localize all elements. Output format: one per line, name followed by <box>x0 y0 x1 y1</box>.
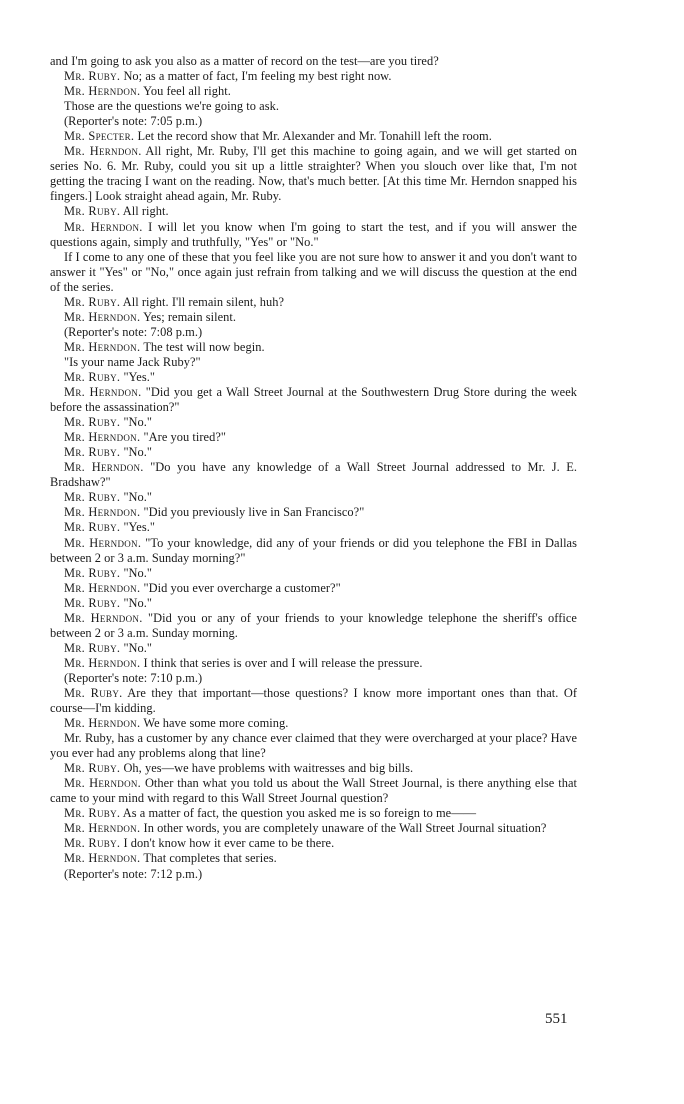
transcript-paragraph <box>50 415 577 430</box>
paragraph-text: "Do you have any knowledge of a Wall Street Journal addressed to Mr. J. E. Bradshaw?" <box>50 460 577 490</box>
paragraph-text: "Is your name Jack Ruby?" <box>64 354 201 369</box>
paragraph-text: All right, Mr. Ruby, I'll get this machine to going again, and we will get started on series No. 6. Mr. Ruby, could you sit up a little straighter? When you slouch over like that, I'm not getting the tracing I want on the reading. Now, that's much better. [At this time Mr. Herndon snapped his fingers.] Look straight ahead again, Mr. Ruby. <box>50 144 577 204</box>
paragraph-text: (Reporter's note: 7:08 p.m.) <box>64 324 203 339</box>
transcript-paragraph <box>50 851 577 866</box>
transcript-paragraph <box>50 716 577 731</box>
speaker-name: Mr. Herndon. <box>64 309 141 324</box>
paragraph-text: "Are you tired?" <box>143 430 227 445</box>
transcript-paragraph <box>50 836 577 851</box>
paragraph-text: I will let you know when I'm going to start the test, and if you will answer the questions again, simply and truthfully, "Yes" or "No." <box>50 219 577 249</box>
speaker-name: Mr. Herndon. <box>64 851 141 866</box>
speaker-name: Mr. Herndon. <box>64 144 142 159</box>
transcript-paragraph <box>50 581 577 596</box>
transcript-paragraph <box>50 731 577 761</box>
speaker-name: Mr. Ruby. <box>64 565 121 580</box>
transcript-paragraph <box>50 611 577 641</box>
transcript-paragraph <box>50 144 577 204</box>
transcript-paragraph <box>50 54 577 69</box>
transcript-paragraph <box>50 385 577 415</box>
speaker-name: Mr. Herndon. <box>64 535 142 550</box>
paragraph-text: Let the record show that Mr. Alexander and Mr. Tonahill left the room. <box>137 129 492 144</box>
paragraph-text: "Yes." <box>123 369 155 384</box>
speaker-name: Mr. Ruby. <box>64 415 121 430</box>
speaker-name: Mr. Herndon. <box>64 430 141 445</box>
paragraph-text: All right. <box>122 204 169 219</box>
transcript-paragraph <box>50 490 577 505</box>
transcript-paragraph <box>50 686 577 716</box>
paragraph-text: "No." <box>123 595 153 610</box>
speaker-name: Mr. Ruby. <box>64 369 121 384</box>
transcript-paragraph <box>50 806 577 821</box>
paragraph-text: "Did you previously live in San Francisco?" <box>143 505 365 520</box>
speaker-name: Mr. Ruby. <box>64 69 121 84</box>
transcript-paragraph <box>50 114 577 129</box>
speaker-name: Mr. Herndon. <box>64 655 141 670</box>
paragraph-text: "Did you or any of your friends to your knowledge telephone the sheriff's office between 2 or 3 a.m. Sunday morning. <box>50 610 577 640</box>
speaker-name: Mr. Herndon. <box>64 716 141 731</box>
paragraph-text: We have some more coming. <box>143 716 289 731</box>
speaker-name: Mr. Herndon. <box>64 339 141 354</box>
paragraph-text: "No." <box>123 490 153 505</box>
speaker-name: Mr. Ruby. <box>64 445 121 460</box>
paragraph-text: I think that series is over and I will release the pressure. <box>143 655 423 670</box>
transcript-paragraph <box>50 761 577 776</box>
speaker-name: Mr. Herndon. <box>64 610 143 625</box>
transcript-paragraph <box>50 445 577 460</box>
transcript-paragraph <box>50 460 577 490</box>
transcript-paragraph <box>50 69 577 84</box>
paragraph-text: "No." <box>123 565 153 580</box>
speaker-name: Mr. Ruby. <box>64 595 121 610</box>
paragraph-text: As a matter of fact, the question you asked me is so foreign to me—— <box>122 806 477 821</box>
paragraph-text: All right. I'll remain silent, huh? <box>122 294 284 309</box>
paragraph-text: (Reporter's note: 7:05 p.m.) <box>64 114 203 129</box>
speaker-name: Mr. Ruby. <box>64 294 121 309</box>
transcript-paragraph <box>50 505 577 520</box>
speaker-name: Mr. Ruby. <box>64 640 121 655</box>
speaker-name: Mr. Ruby. <box>64 204 121 219</box>
paragraph-text: That completes that series. <box>143 851 277 866</box>
paragraph-text: "Yes." <box>123 520 155 535</box>
transcript-paragraph <box>50 99 577 114</box>
transcript-paragraph <box>50 596 577 611</box>
paragraph-text: (Reporter's note: 7:10 p.m.) <box>64 670 203 685</box>
paragraph-text: If I come to any one of these that you feel like you are not sure how to answer it and you don't want to answer it "Yes" or "No," once again just refrain from talking and we will discuss the question at the end of the series. <box>50 249 577 294</box>
paragraph-text: Those are the questions we're going to ask. <box>64 99 279 114</box>
paragraph-text: Yes; remain silent. <box>143 309 237 324</box>
speaker-name: Mr. Ruby. <box>64 761 121 776</box>
transcript-paragraph <box>50 566 577 581</box>
transcript-paragraph <box>50 325 577 340</box>
paragraph-text: Are they that important—those questions? I know more important ones than that. Of course—I'm kidding. <box>50 685 578 716</box>
transcript-paragraph <box>50 204 577 219</box>
paragraph-text: "Did you ever overcharge a customer?" <box>143 580 341 595</box>
paragraph-text: "To your knowledge, did any of your friends or did you telephone the FBI in Dallas between 2 or 3 a.m. Sunday morning?" <box>50 535 577 565</box>
paragraph-text: You feel all right. <box>143 84 231 99</box>
paragraph-text: Oh, yes—we have problems with waitresses and big bills. <box>123 761 414 776</box>
paragraph-text: "Did you get a Wall Street Journal at the Southwestern Drug Store during the week before the assassination?" <box>50 385 577 415</box>
speaker-name: Mr. Ruby. <box>64 685 123 700</box>
paragraph-text: "No." <box>123 415 153 430</box>
paragraph-text: Mr. Ruby, has a customer by any chance ever claimed that they were overcharged at your place? Have you ever had any problems along that line? <box>50 731 577 761</box>
speaker-name: Mr. Herndon. <box>64 821 141 836</box>
paragraph-text: Other than what you told us about the Wall Street Journal, is there anything else that came to your mind with regard to this Wall Street Journal question? <box>50 776 577 806</box>
transcript-paragraph <box>50 656 577 671</box>
paragraph-text: "No." <box>123 640 153 655</box>
transcript-paragraph <box>50 821 577 836</box>
transcript-paragraph <box>50 129 577 144</box>
speaker-name: Mr. Ruby. <box>64 490 121 505</box>
speaker-name: Mr. Herndon. <box>64 580 141 595</box>
speaker-name: Mr. Herndon. <box>64 219 143 234</box>
transcript-body <box>50 54 577 882</box>
transcript-paragraph <box>50 776 577 806</box>
paragraph-text: The test will now begin. <box>143 339 265 354</box>
paragraph-text: and I'm going to ask you also as a matter of record on the test—are you tired? <box>50 54 439 68</box>
page-number: 551 <box>545 1011 568 1027</box>
speaker-name: Mr. Herndon. <box>64 84 141 99</box>
transcript-paragraph <box>50 641 577 656</box>
transcript-paragraph <box>50 250 577 295</box>
speaker-name: Mr. Ruby. <box>64 520 121 535</box>
transcript-paragraph <box>50 520 577 535</box>
transcript-paragraph <box>50 355 577 370</box>
transcript-paragraph <box>50 370 577 385</box>
speaker-name: Mr. Ruby. <box>64 836 121 851</box>
transcript-paragraph <box>50 220 577 250</box>
transcript-paragraph <box>50 295 577 310</box>
speaker-name: Mr. Herndon. <box>64 460 144 475</box>
paragraph-text: In other words, you are completely unaware of the Wall Street Journal situation? <box>143 821 547 836</box>
speaker-name: Mr. Herndon. <box>64 385 142 400</box>
paragraph-text: "No." <box>123 445 153 460</box>
speaker-name: Mr. Ruby. <box>64 806 121 821</box>
transcript-paragraph <box>50 536 577 566</box>
transcript-paragraph <box>50 84 577 99</box>
speaker-name: Mr. Herndon. <box>64 505 141 520</box>
speaker-name: Mr. Specter. <box>64 129 135 144</box>
paragraph-text: I don't know how it ever came to be there. <box>123 836 335 851</box>
transcript-paragraph <box>50 310 577 325</box>
transcript-paragraph <box>50 430 577 445</box>
transcript-paragraph <box>50 340 577 355</box>
transcript-paragraph <box>50 867 577 882</box>
paragraph-text: (Reporter's note: 7:12 p.m.) <box>64 866 203 881</box>
paragraph-text: No; as a matter of fact, I'm feeling my best right now. <box>123 69 392 84</box>
speaker-name: Mr. Herndon. <box>64 776 142 791</box>
transcript-paragraph <box>50 671 577 686</box>
